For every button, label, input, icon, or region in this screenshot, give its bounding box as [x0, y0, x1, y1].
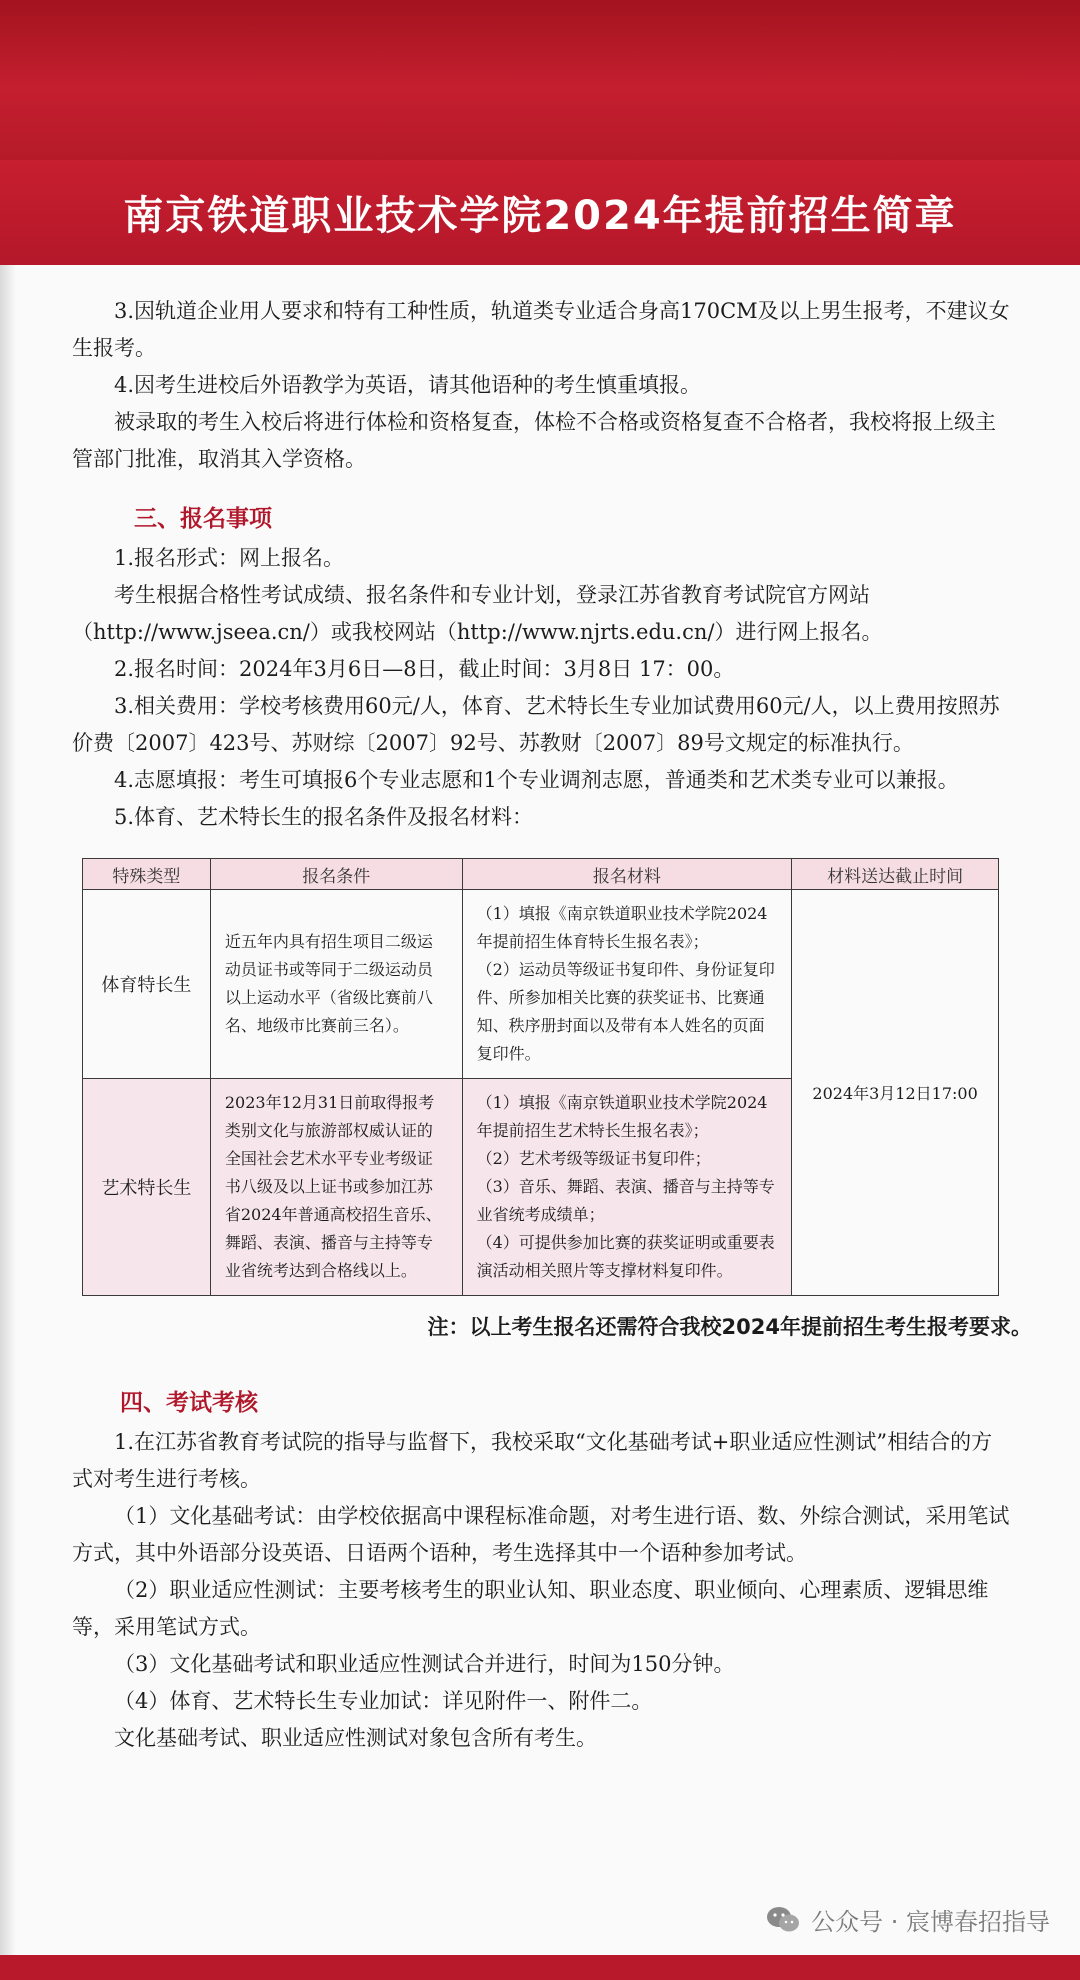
section-4-item: （2）职业适应性测试：主要考核考生的职业认知、职业态度、职业倾向、心理素质、逻辑思维等，采用笔试方式。: [72, 1578, 989, 1639]
section-4-heading: 四、考试考核: [120, 1390, 258, 1416]
section-3-heading: 三、报名事项: [134, 506, 272, 532]
material-item: （2）艺术考级等级证书复印件；: [476, 1149, 711, 1168]
row-type-cell: 艺术特长生: [83, 1079, 211, 1296]
deadline-cell: 2024年3月12日17:00: [792, 890, 999, 1296]
table-note: 注：以上考生报名还需符合我校2024年提前招生考生报考要求。: [427, 1315, 1032, 1339]
table-row-sports: [83, 890, 999, 1079]
table-header-cell: 材料送达截止时间: [792, 859, 999, 890]
section-3-item: 5.体育、艺术特长生的报名条件及报名材料：: [114, 805, 534, 829]
section-3-item: 1.报名形式：网上报名。: [114, 546, 345, 570]
row-materials-cell: [462, 1079, 792, 1296]
bottom-red-band: [0, 1955, 1080, 1980]
table-header-row: [83, 859, 999, 890]
section-3-item: 2.报名时间：2024年3月6日—8日，截止时间：3月8日 17：00。: [114, 657, 735, 681]
material-item: （4）可提供参加比赛的获奖证明或重要表演活动相关照片等支撑材料复印件。: [476, 1233, 775, 1280]
page-title: 南京铁道职业技术学院2024年提前招生简章: [123, 193, 957, 239]
watermark-text: 公众号 · 宸博春招指导: [811, 1908, 1050, 1936]
intro-paragraph-4: 4.因考生进校后外语教学为英语，请其他语种的考生慎重填报。: [114, 373, 702, 397]
table-header-cell: 报名条件: [210, 859, 462, 890]
header-banner: [0, 160, 1080, 265]
intro-paragraph-5: 被录取的考生入校后将进行体检和资格复查，体检不合格或资格复查不合格者，我校将报上级主管部门批准，取消其入学资格。: [72, 410, 996, 471]
material-item: （1）填报《南京铁道职业技术学院2024年提前招生体育特长生报名表》；: [476, 904, 768, 951]
intro-paragraph-3: 3.因轨道企业用人要求和特有工种性质，轨道类专业适合身高170CM及以上男生报考，不建议女生报考。: [72, 299, 1010, 360]
table-header-cell: 特殊类型: [83, 859, 211, 890]
specialty-registration-table: [82, 858, 999, 1296]
section-3-item: 3.相关费用：学校考核费用60元/人，体育、艺术特长生专业加试费用60元/人，以上费用按照苏价费〔2007〕423号、苏财综〔2007〕92号、苏教财〔2007〕89号文规定的标准执行。: [72, 694, 1000, 755]
section-4-item: 文化基础考试、职业适应性测试对象包含所有考生。: [114, 1726, 597, 1750]
section-4-item: （3）文化基础考试和职业适应性测试合并进行，时间为150分钟。: [114, 1652, 735, 1676]
row-materials-cell: [462, 890, 792, 1079]
row-condition-cell: 2023年12月31日前取得报考类别文化与旅游部权威认证的全国社会艺术水平专业考级证书八级及以上证书或参加江苏省2024年普通高校招生音乐、舞蹈、表演、播音与主持等专业省统考达到合格线以上。: [210, 1079, 462, 1296]
section-4-item: （4）体育、艺术特长生专业加试：详见附件一、附件二。: [114, 1689, 653, 1713]
wechat-icon: [765, 1905, 801, 1935]
row-type-cell: 体育特长生: [83, 890, 211, 1079]
top-red-band: [0, 0, 1080, 160]
document-content: [72, 293, 1032, 1757]
watermark: [765, 1902, 1050, 1937]
material-item: （3）音乐、舞蹈、表演、播音与主持等专业省统考成绩单；: [476, 1177, 775, 1224]
document-sheet: [0, 265, 1080, 1955]
section-4-item: （1）文化基础考试：由学校依据高中课程标准命题，对考生进行语、数、外综合测试，采用笔试方式，其中外语部分设英语、日语两个语种，考生选择其中一个语种参加考试。: [72, 1504, 1010, 1565]
material-item: （1）填报《南京铁道职业技术学院2024年提前招生艺术特长生报名表》；: [476, 1093, 768, 1140]
section-3-item: 4.志愿填报：考生可填报6个专业志愿和1个专业调剂志愿，普通类和艺术类专业可以兼报。: [114, 768, 959, 792]
section-4-item: 1.在江苏省教育考试院的指导与监督下，我校采取“文化基础考试+职业适应性测试”相结合的方式对考生进行考核。: [72, 1430, 993, 1491]
row-condition-cell: 近五年内具有招生项目二级运动员证书或等同于二级运动员以上运动水平（省级比赛前八名、地级市比赛前三名）。: [210, 890, 462, 1079]
table-header-cell: 报名材料: [462, 859, 792, 890]
section-3-item: 考生根据合格性考试成绩、报名条件和专业计划，登录江苏省教育考试院官方网站（http://www.jseea.cn/）或我校网站（http://www.njrts.edu.cn/）进行网上报名。: [72, 583, 883, 644]
material-item: （2）运动员等级证书复印件、身份证复印件、所参加相关比赛的获奖证书、比赛通知、秩序册封面以及带有本人姓名的页面复印件。: [476, 960, 775, 1063]
